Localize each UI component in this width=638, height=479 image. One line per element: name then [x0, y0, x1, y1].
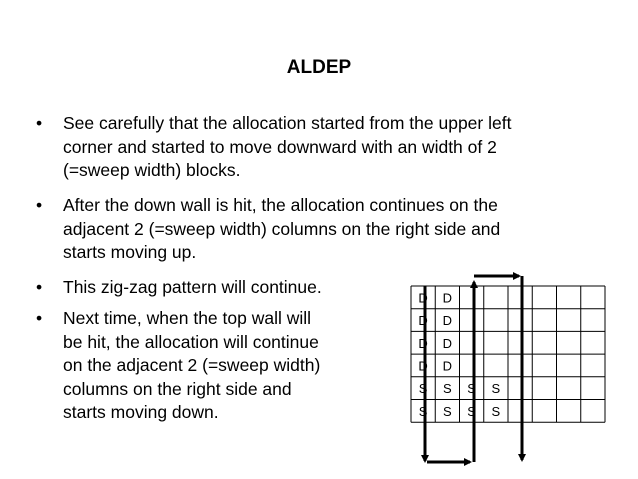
grid-cell-label: D	[418, 335, 428, 351]
grid-cell-label: D	[418, 358, 428, 374]
bullet-marker: •	[36, 113, 43, 133]
bullet-3-line-1: This zig-zag pattern will continue.	[63, 277, 322, 297]
bullet-2-line-2: adjacent 2 (=sweep width) columns on the right side and	[63, 218, 501, 239]
grid-cell-label: D	[418, 313, 428, 329]
bullet-4-line-4: columns on the right side and	[63, 378, 292, 399]
grid-cell-label: S	[418, 381, 428, 397]
grid-cell-label: S	[467, 381, 476, 397]
bullet-1-line-1: See carefully that the allocation started from the upper left	[63, 113, 512, 133]
bullet-4-line-5: starts moving down.	[63, 402, 219, 422]
grid-lines	[411, 286, 605, 422]
grid-cell-label: D	[442, 335, 453, 351]
grid-cell-label: S	[418, 403, 428, 419]
bullet-marker: •	[36, 308, 43, 328]
bullet-4-line-3: on the adjacent 2 (=sweep width)	[63, 355, 321, 375]
grid-cell-label: S	[443, 381, 452, 397]
slide-title: ALDEP	[286, 57, 352, 78]
bullet-1-line-2: corner and started to move downward with an width of 2	[63, 136, 497, 157]
grid-cell-label: S	[467, 403, 476, 419]
grid-cell-label: D	[442, 290, 453, 306]
bullet-2-line-1: After the down wall is hit, the allocation continues on the	[63, 195, 498, 215]
grid-cell-label: D	[418, 290, 428, 306]
grid-cell-label: D	[442, 313, 453, 329]
sweep-path-arrows	[425, 276, 522, 462]
grid-cell-label: D	[442, 358, 453, 374]
bullet-1-line-3: (=sweep width) blocks.	[63, 160, 241, 180]
bullet-4-line-2: be hit, the allocation will continue	[63, 331, 319, 352]
bullet-4-line-1: Next time, when the top wall will	[63, 308, 312, 328]
grid-cell-label: S	[491, 403, 501, 419]
bullet-marker: •	[36, 195, 43, 215]
grid-cell-label: S	[491, 381, 501, 397]
bullet-marker: •	[36, 277, 43, 297]
grid-cell-label: S	[443, 403, 452, 419]
bullet-2-line-3: starts moving up.	[63, 242, 197, 262]
